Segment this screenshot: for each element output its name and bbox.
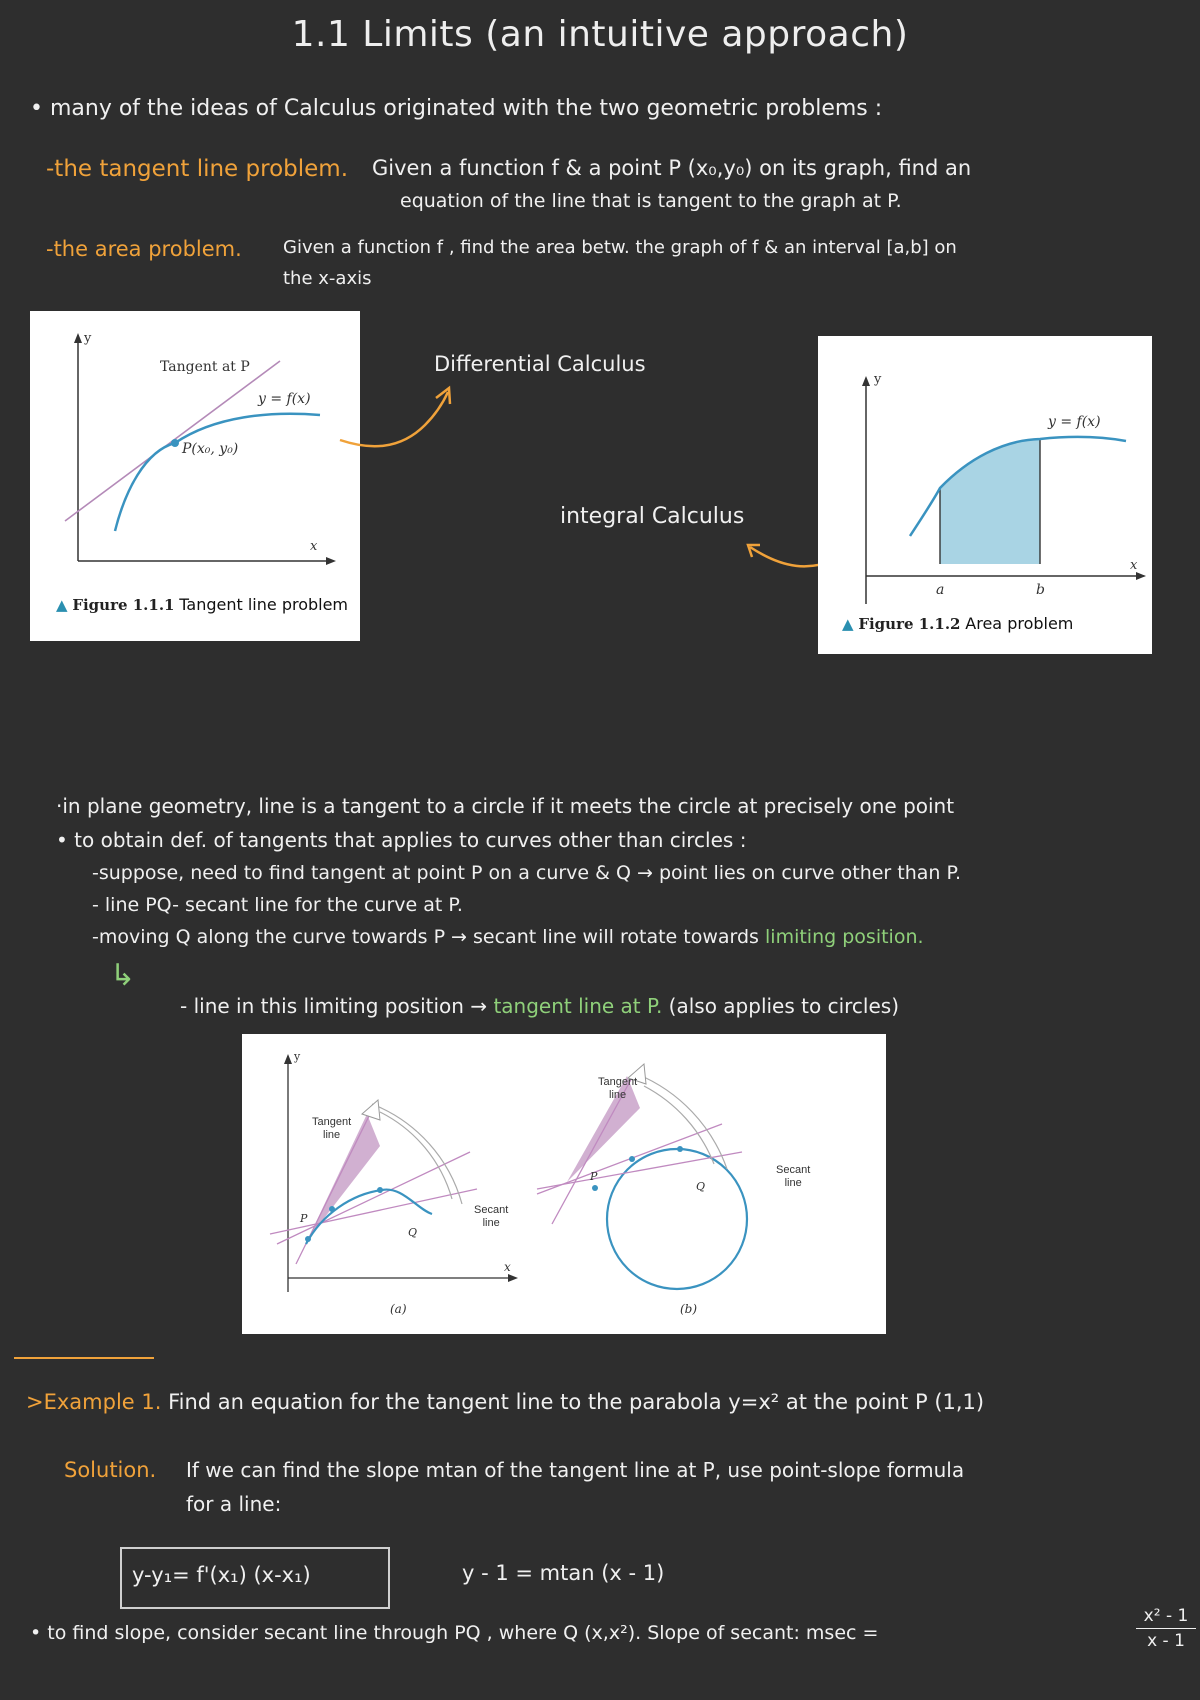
fig2-x-label: x: [1130, 558, 1138, 573]
fig1-curve-label: y = f(x): [258, 391, 311, 407]
shaded-area: [940, 439, 1040, 564]
fig2-b-label: b: [1036, 582, 1045, 598]
x-axis-arrow: [326, 557, 336, 565]
example-label: >Example 1.: [26, 1390, 162, 1414]
note-secant-line: - line PQ- secant line for the curve at P.: [92, 894, 463, 916]
area-problem-text-2: the x-axis: [283, 268, 372, 289]
fig1-point-label: P(x₀, y₀): [182, 441, 239, 457]
note-plane-geometry: ·in plane geometry, line is a tangent to a circle if it meets the circle at precisely one point: [56, 794, 955, 818]
section-divider: [14, 1357, 154, 1359]
fig2-caption-note: Area problem: [965, 614, 1074, 633]
fig3-b-tangent-label-1: Tangent: [598, 1076, 638, 1088]
fig1-caption: [56, 595, 348, 614]
limit-highlight: tangent line at P.: [493, 994, 663, 1018]
fig2-a-label: a: [936, 582, 945, 598]
caption-triangle-icon: ▲: [842, 615, 854, 633]
slope-of-secant-text: • to find slope, consider secant line through PQ , where Q (x,x²). Slope of secant: msec =: [30, 1622, 879, 1644]
figure-secant-tangent: [242, 1034, 886, 1334]
curve: [115, 414, 320, 531]
intro-text: • many of the ideas of Calculus originated with the two geometric problems :: [30, 96, 883, 121]
limit-arrow-icon: ↳: [110, 958, 136, 993]
point-slope-formula: y-y₁= f'(x₁) (x-x₁): [132, 1563, 311, 1587]
solution-text-2: for a line:: [186, 1492, 282, 1516]
fig3-a-secant-label: [474, 1204, 508, 1230]
note-moving-q: [92, 926, 924, 948]
fig3-b-secant-label-2: line: [784, 1177, 802, 1189]
fig3-sub-b: (b): [680, 1302, 698, 1316]
example-1: [26, 1390, 984, 1414]
b-circle: [607, 1149, 747, 1289]
note-suppose: -suppose, need to find tangent at point P on a curve & Q → point lies on curve other than P.: [92, 862, 962, 884]
note-obtain-def: • to obtain def. of tangents that applies to curves other than circles :: [56, 828, 747, 852]
area-problem-text-1: Given a function f , find the area betw. the graph of f & an interval [a,b] on: [283, 237, 957, 258]
fig3-b-tangent-label: [598, 1076, 637, 1102]
fig3-b-q-label: Q: [696, 1180, 706, 1193]
differential-calculus-note: Differential Calculus: [434, 352, 646, 376]
figure-area-problem: [818, 336, 1152, 654]
fig3-a-tangent-label: [312, 1116, 351, 1142]
arrow-to-differential: [330, 380, 480, 460]
fig3-b-p-label: P: [590, 1170, 598, 1183]
fraction-numerator: x² - 1: [1136, 1606, 1196, 1629]
fig3-x-label: x: [504, 1260, 511, 1274]
point-slope-formula-box: [120, 1547, 390, 1609]
caption-triangle-icon: ▲: [56, 596, 68, 614]
fraction-denominator: x - 1: [1147, 1631, 1185, 1651]
area-problem-label: -the area problem.: [46, 237, 242, 261]
note-limit-line: [180, 994, 899, 1018]
fig3-a-tangent-label-2: line: [323, 1129, 341, 1141]
fig1-tangent-label: Tangent at P: [160, 359, 250, 375]
page-title: 1.1 Limits (an intuitive approach): [291, 14, 909, 55]
fig3-a-q-label: Q: [408, 1226, 418, 1239]
fig1-caption-note: Tangent line problem: [179, 595, 349, 614]
fig3-a-secant-label-1: Secant: [474, 1204, 509, 1216]
area-problem-graph: [818, 336, 1152, 654]
limit-text-1: - line in this limiting position →: [180, 994, 488, 1018]
integral-calculus-note: integral Calculus: [560, 504, 745, 529]
tangent-problem-text-2: equation of the line that is tangent to the graph at P.: [400, 190, 902, 212]
figure-tangent-problem: [30, 311, 360, 641]
fig3-b-secant-label: [776, 1164, 810, 1190]
tangent-problem-text-1: Given a function f & a point P (x₀,y₀) on its graph, find an: [372, 156, 972, 180]
a-rotation-arc-2: [380, 1112, 452, 1199]
fig3-a-p-label: P: [300, 1212, 308, 1225]
point-p: [171, 439, 179, 447]
fig1-y-label: y: [84, 331, 92, 346]
x-axis-arrow: [1136, 572, 1146, 580]
fig2-caption: [842, 614, 1073, 633]
moving-text: -moving Q along the curve towards P → secant line will rotate towards: [92, 926, 759, 948]
solution-text-1: If we can find the slope mtan of the tangent line at P, use point-slope formula: [186, 1458, 965, 1482]
fig3-b-tangent-label-2: line: [609, 1089, 627, 1101]
a-secant-2: [277, 1152, 470, 1244]
secant-fraction: [1136, 1606, 1196, 1651]
applied-formula: y - 1 = mtan (x - 1): [462, 1561, 665, 1585]
fig3-b-secant-label-1: Secant: [776, 1164, 811, 1176]
example-text: Find an equation for the tangent line to the parabola y=x² at the point P (1,1): [168, 1390, 985, 1414]
fig3-a-tangent-label-1: Tangent: [312, 1116, 352, 1128]
fig3-sub-a: (a): [390, 1302, 407, 1316]
tangent-problem-label: -the tangent line problem.: [46, 156, 348, 182]
moving-highlight: limiting position.: [765, 926, 924, 948]
limit-text-2: (also applies to circles): [668, 994, 899, 1018]
fig2-curve-label: y = f(x): [1048, 414, 1101, 430]
fig2-caption-number: Figure 1.1.2: [858, 615, 961, 633]
fig3-a-secant-label-2: line: [482, 1217, 500, 1229]
solution-label: Solution.: [64, 1458, 157, 1482]
y-axis-arrow: [74, 333, 82, 343]
fig2-y-label: y: [874, 372, 882, 387]
y-axis-arrow: [862, 376, 870, 386]
fig1-caption-number: Figure 1.1.1: [72, 596, 175, 614]
fig3-y-label: y: [294, 1050, 301, 1063]
fig1-x-label: x: [310, 539, 318, 554]
